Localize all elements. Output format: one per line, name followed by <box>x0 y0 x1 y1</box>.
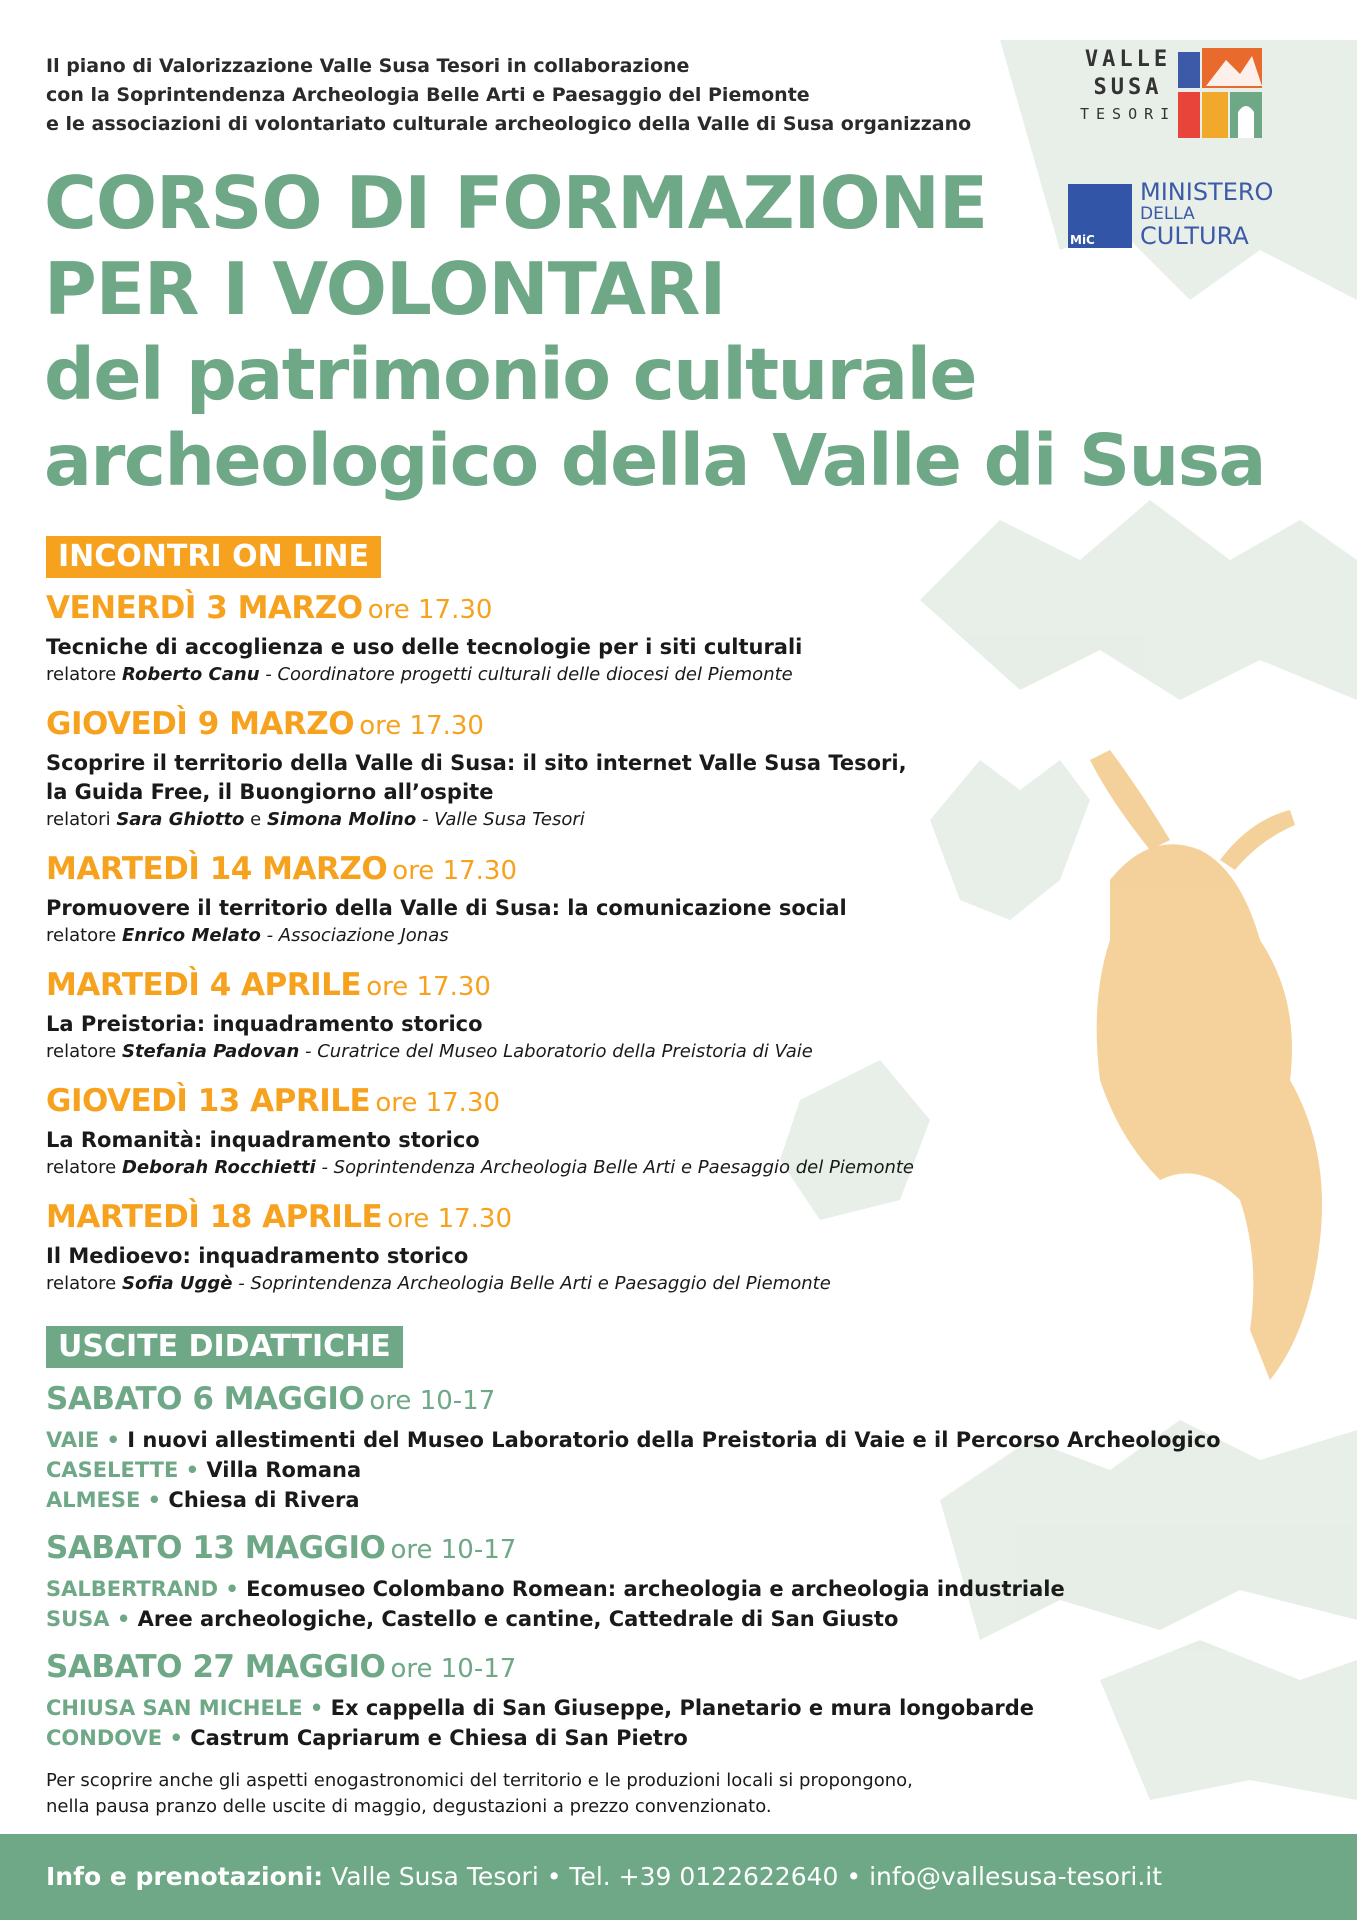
emblem-text: MiC <box>1070 233 1095 247</box>
speaker-name: Enrico Melato <box>121 925 261 946</box>
event-speaker <box>46 807 1146 833</box>
event-time: ore 17.30 <box>366 972 491 1002</box>
speaker-prefix: relatore <box>46 664 122 685</box>
stop-desc: I nuovi allestimenti del Museo Laboratorio della Preistoria di Vaie e il Percorso Archeologico <box>127 1428 1221 1452</box>
event-time: ore 17.30 <box>392 856 517 886</box>
excursion-time: ore 10-17 <box>390 1535 517 1565</box>
event-topic: Tecniche di accoglienza e uso delle tecnologie per i siti culturali <box>46 635 803 659</box>
stop-desc: Chiesa di Rivera <box>168 1488 360 1512</box>
intro-text <box>46 52 971 139</box>
stop-desc: Villa Romana <box>206 1458 362 1482</box>
excursion-date: SABATO 6 MAGGIO <box>46 1381 365 1417</box>
excursion-stop: VAIE • I nuovi allestimenti del Museo Laboratorio della Preistoria di Vaie e il Percorso Archeologico <box>46 1428 1221 1452</box>
event-date: VENERDÌ 3 MARZO <box>46 590 363 626</box>
speaker-name: Sara Ghiotto <box>116 809 245 830</box>
speaker-name: Sofia Uggè <box>121 1273 233 1294</box>
logo-word: SUSA <box>1093 75 1163 100</box>
event-time: ore 17.30 <box>367 595 493 625</box>
excursion-date: SABATO 13 MAGGIO <box>46 1530 386 1566</box>
logo-word: TESORI <box>1080 105 1177 123</box>
page-title <box>44 160 1265 504</box>
event-speaker <box>46 923 1146 949</box>
food-note <box>46 1768 913 1820</box>
stop-place: SUSA <box>46 1607 110 1631</box>
stop-place: CONDOVE <box>46 1726 163 1750</box>
logo-word: VALLE <box>1084 47 1172 72</box>
excursion-time: ore 10-17 <box>369 1386 496 1416</box>
speaker-prefix: relatore <box>46 1041 122 1062</box>
excursion-stop: CASELETTE • Villa Romana <box>46 1458 362 1482</box>
footer-email-link[interactable]: info@vallesusa-tesori.it <box>869 1862 1163 1891</box>
excursion-day <box>46 1527 1296 1634</box>
event-speaker <box>46 1039 1146 1065</box>
event-time: ore 17.30 <box>375 1088 501 1118</box>
event-speaker <box>46 1271 1146 1297</box>
mic-word: DELLA <box>1140 204 1195 224</box>
excursion-time: ore 10-17 <box>390 1654 517 1684</box>
excursion-stop: ALMESE • Chiesa di Rivera <box>46 1488 360 1512</box>
footer-label: Info e prenotazioni: <box>46 1862 324 1891</box>
speaker-role: - Curatrice del Museo Laboratorio della Preistoria di Vaie <box>299 1041 813 1062</box>
event-topic: la Guida Free, il Buongiorno all’ospite <box>46 780 494 804</box>
speaker-name: Simona Molino <box>266 809 417 830</box>
info-footer: Info e prenotazioni: Valle Susa Tesori • Tel. +39 0122622640 • info@vallesusa-tesori.it <box>0 1834 1357 1920</box>
event-date: MARTEDÌ 14 MARZO <box>46 851 388 887</box>
speaker-name: Deborah Rocchietti <box>121 1157 316 1178</box>
event-topic: Promuovere il territorio della Valle di Susa: la comunicazione social <box>46 896 847 920</box>
uscite-section-label: USCITE DIDATTICHE <box>46 1326 403 1368</box>
stop-desc: Aree archeologiche, Castello e cantine, Cattedrale di San Giusto <box>137 1607 899 1631</box>
title-line: CORSO DI FORMAZIONE <box>44 161 988 245</box>
speaker-prefix: relatore <box>46 1273 122 1294</box>
title-line: archeologico della Valle di Susa <box>44 419 1265 502</box>
excursion-date: SABATO 27 MAGGIO <box>46 1649 386 1685</box>
intro-line: con la Soprintendenza Archeologia Belle Arti e Paesaggio del Piemonte <box>46 84 810 106</box>
title-line: del patrimonio culturale <box>44 333 977 416</box>
speaker-join: e <box>244 809 267 830</box>
stop-place: ALMESE <box>46 1488 141 1512</box>
note-line: nella pausa pranzo delle uscite di maggio, degustazioni a prezzo convenzionato. <box>46 1796 772 1817</box>
stop-desc: Castrum Capriarum e Chiesa di San Pietro <box>190 1726 688 1750</box>
logo-mark-icon <box>1176 46 1270 146</box>
event-date: MARTEDÌ 4 APRILE <box>46 967 362 1003</box>
event-date: MARTEDÌ 18 APRILE <box>46 1199 383 1235</box>
excursion-stop: CONDOVE • Castrum Capriarum e Chiesa di San Pietro <box>46 1726 688 1750</box>
speaker-name: Stefania Padovan <box>121 1041 300 1062</box>
speaker-prefix: relatori <box>46 809 117 830</box>
speaker-role: - Coordinatore progetti culturali delle diocesi del Piemonte <box>259 664 793 685</box>
stop-place: SALBERTRAND <box>46 1577 219 1601</box>
speaker-role: - Soprintendenza Archeologia Belle Arti e Paesaggio del Piemonte <box>315 1157 914 1178</box>
event-topic: La Preistoria: inquadramento storico <box>46 1012 483 1036</box>
speaker-prefix: relatore <box>46 925 122 946</box>
event-date: GIOVEDÌ 9 MARZO <box>46 706 355 742</box>
excursions-list <box>46 1378 1296 1765</box>
event-time: ore 17.30 <box>387 1204 512 1234</box>
mic-word: CULTURA <box>1140 222 1249 250</box>
intro-line: e le associazioni di volontariato culturale archeologico della Valle di Susa organizzano <box>46 113 972 135</box>
intro-line: Il piano di Valorizzazione Valle Susa Tesori in collaborazione <box>46 55 690 77</box>
note-line: Per scoprire anche gli aspetti enogastronomici del territorio e le produzioni locali si propongono, <box>46 1770 913 1791</box>
event-item <box>46 1081 1146 1181</box>
event-item <box>46 588 1146 688</box>
excursion-stop: CHIUSA SAN MICHELE • Ex cappella di San Giuseppe, Planetario e mura longobarde <box>46 1696 1035 1720</box>
event-item <box>46 704 1146 833</box>
excursion-stop: SALBERTRAND • Ecomuseo Colombano Romean: archeologia e archeologia industriale <box>46 1577 1065 1601</box>
speaker-name: Roberto Canu <box>121 664 260 685</box>
event-speaker <box>46 1155 1146 1181</box>
stop-place: CHIUSA SAN MICHELE <box>46 1696 303 1720</box>
event-item <box>46 1197 1146 1297</box>
speaker-role: - Associazione Jonas <box>260 925 449 946</box>
event-item <box>46 849 1146 949</box>
online-section-label: INCONTRI ON LINE <box>46 536 381 578</box>
event-speaker <box>46 662 1146 688</box>
footer-org: Valle Susa Tesori <box>331 1862 539 1891</box>
event-topic: Il Medioevo: inquadramento storico <box>46 1244 469 1268</box>
valle-susa-tesori-logo <box>1080 46 1270 146</box>
event-date: GIOVEDÌ 13 APRILE <box>46 1083 371 1119</box>
event-topic: La Romanità: inquadramento storico <box>46 1128 480 1152</box>
excursion-day <box>46 1646 1296 1753</box>
event-time: ore 17.30 <box>359 711 484 741</box>
stop-desc: Ex cappella di San Giuseppe, Planetario e mura longobarde <box>330 1696 1035 1720</box>
excursion-day <box>46 1378 1296 1515</box>
event-item <box>46 965 1146 1065</box>
stop-place: VAIE <box>46 1428 100 1452</box>
footer-phone[interactable]: Tel. +39 0122622640 <box>569 1862 839 1891</box>
speaker-prefix: relatore <box>46 1157 122 1178</box>
stop-place: CASELETTE <box>46 1458 179 1482</box>
speaker-role: - Soprintendenza Archeologia Belle Arti e Paesaggio del Piemonte <box>232 1273 831 1294</box>
speaker-role: - Valle Susa Tesori <box>416 809 585 830</box>
stop-desc: Ecomuseo Colombano Romean: archeologia e archeologia industriale <box>246 1577 1065 1601</box>
online-events-list <box>46 588 1146 1313</box>
mic-word: MINISTERO <box>1140 178 1274 206</box>
event-topic: Scoprire il territorio della Valle di Susa: il sito internet Valle Susa Tesori, <box>46 751 907 775</box>
excursion-stop: SUSA • Aree archeologiche, Castello e cantine, Cattedrale di San Giusto <box>46 1607 899 1631</box>
title-line: PER I VOLONTARI <box>44 247 726 331</box>
